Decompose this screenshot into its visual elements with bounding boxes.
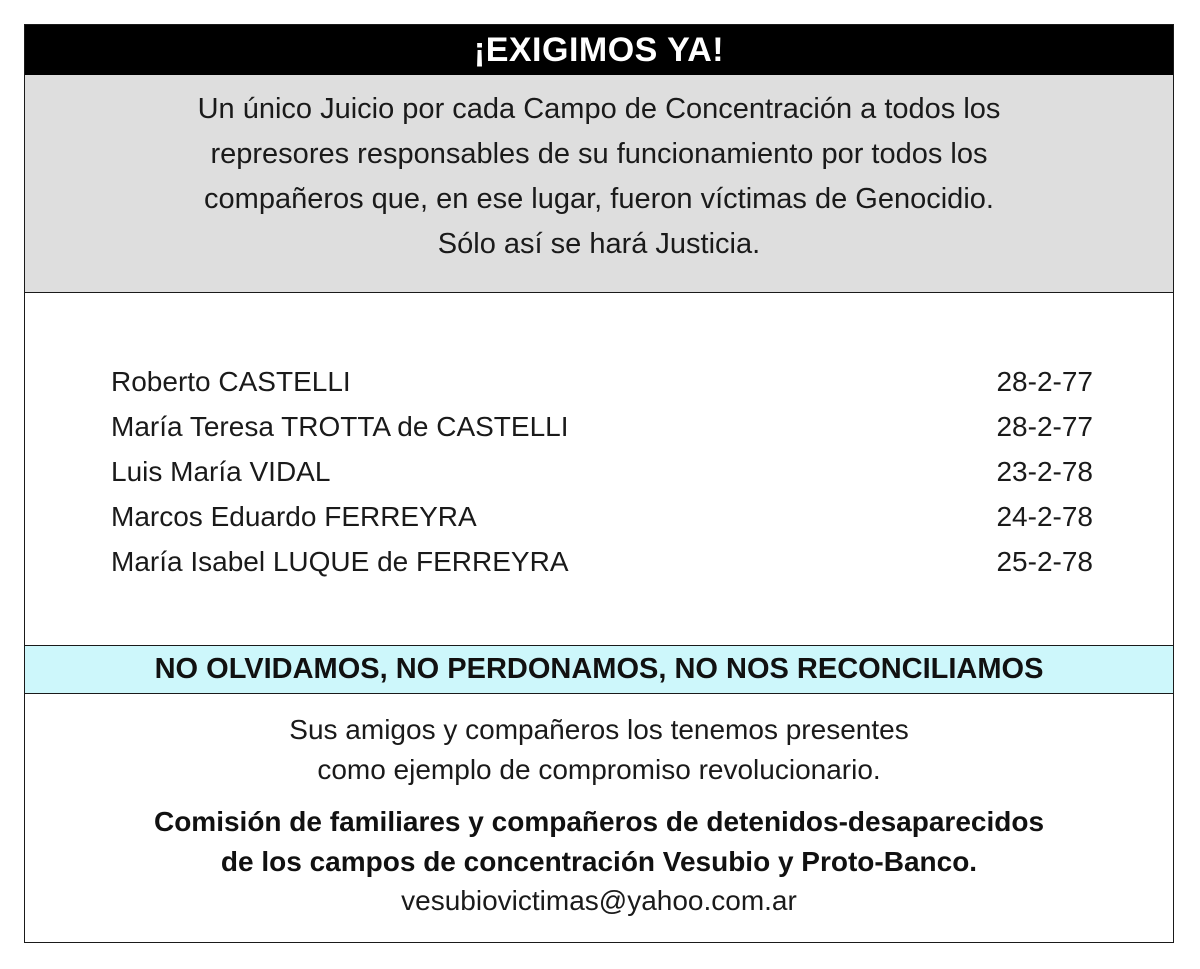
commission-line: de los campos de concentración Vesubio y Proto-Banco. <box>220 846 978 877</box>
tribute-text <box>25 694 1173 790</box>
victim-date: 28-2-77 <box>996 366 1093 397</box>
victim-date: 28-2-77 <box>996 411 1093 442</box>
tribute-line: como ejemplo de compromiso revolucionario. <box>317 754 881 785</box>
slogan-text: NO OLVIDAMOS, NO PERDONAMOS, NO NOS RECONCILIAMOS <box>154 653 1044 685</box>
tribute-line: Sus amigos y compañeros los tenemos presentes <box>289 714 909 745</box>
demand-box <box>25 75 1173 293</box>
commission-signature <box>25 802 1173 882</box>
victims-list <box>25 293 1173 645</box>
header-bar <box>25 25 1173 75</box>
victim-name: María Teresa TROTTA de CASTELLI <box>111 411 569 442</box>
victim-name: María Isabel LUQUE de FERREYRA <box>111 546 569 577</box>
slogan-bar <box>25 645 1173 694</box>
demand-line: Sólo así se hará Justicia. <box>437 228 761 260</box>
victim-row <box>111 540 1093 584</box>
victim-name: Roberto CASTELLI <box>111 366 351 397</box>
header-title: ¡EXIGIMOS YA! <box>473 30 725 69</box>
victim-date: 24-2-78 <box>996 501 1093 532</box>
demand-line: represores responsables de su funcionamiento por todos los <box>210 138 988 170</box>
commission-line: Comisión de familiares y compañeros de detenidos-desaparecidos <box>153 806 1045 837</box>
victim-name: Luis María VIDAL <box>111 456 331 487</box>
victim-row <box>111 405 1093 449</box>
victim-row <box>111 450 1093 494</box>
victim-date: 25-2-78 <box>996 546 1093 577</box>
victim-name: Marcos Eduardo FERREYRA <box>111 501 477 532</box>
victim-date: 23-2-78 <box>996 456 1093 487</box>
victim-row <box>111 495 1093 539</box>
demand-line: Un único Juicio por cada Campo de Concentración a todos los <box>197 93 1001 125</box>
victim-row <box>111 360 1093 404</box>
footer <box>25 694 1173 942</box>
contact-email: vesubiovictimas@yahoo.com.ar <box>401 885 797 916</box>
notice-frame <box>24 24 1174 943</box>
demand-line: compañeros que, en ese lugar, fueron víctimas de Genocidio. <box>204 183 994 215</box>
